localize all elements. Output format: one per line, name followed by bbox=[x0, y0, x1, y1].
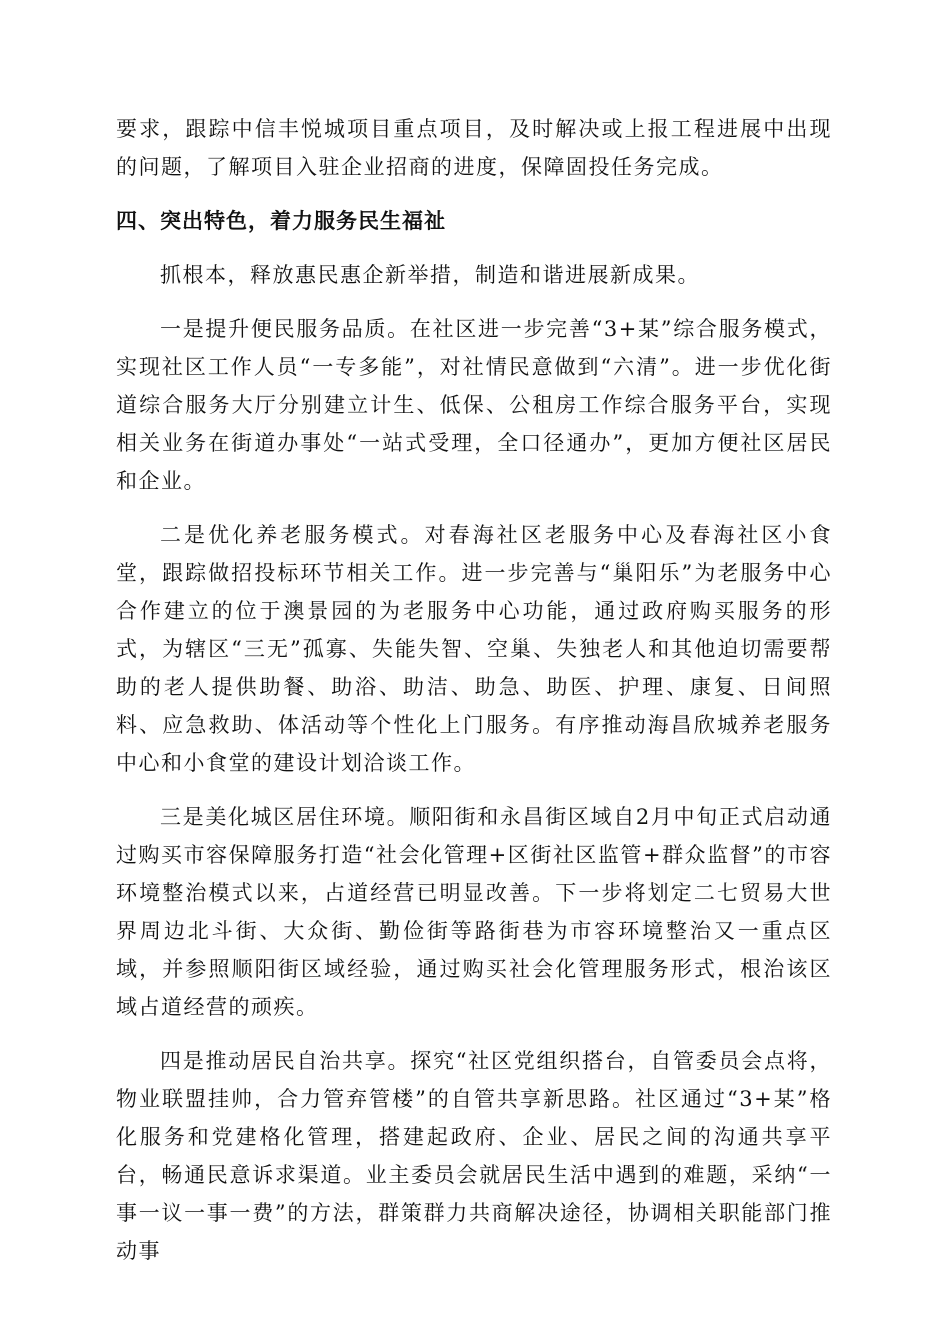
paragraph-item-3: 三是美化城区居住环境。顺阳街和永昌街区域自2月中旬正式启动通过购买市容保障服务打造“社会化管理+区街社区监管+群众监督”的市容环境整治模式以来，占道经营已明显改善。下一步将划定二七贸易大世界周边北斗街、大众街、勤俭街等路街巷为市容环境整治又一重点区域，并参照顺阳街区域经验，通过购买社会化管理服务形式，根治该区域占道经营的顽疾。 bbox=[116, 805, 832, 1019]
document-body bbox=[116, 110, 832, 1286]
paragraph-item-1: 一是提升便民服务品质。在社区进一步完善“3+某”综合服务模式，实现社区工作人员“一专多能”，对社情民意做到“六清”。进一步优化街道综合服务大厅分别建立计生、低保、公租房工作综合服务平台，实现相关业务在街道办事处“一站式受理，全口径通办”，更加方便社区居民和企业。 bbox=[116, 317, 832, 493]
paragraph-item-2: 二是优化养老服务模式。对春海社区老服务中心及春海社区小食堂，跟踪做招投标环节相关工作。进一步完善与“巢阳乐”为老服务中心合作建立的位于澳景园的为老服务中心功能，通过政府购买服务的形式，为辖区“三无”孤寡、失能失智、空巢、失独老人和其他迫切需要帮助的老人提供助餐、助浴、助洁、助急、助医、护理、康复、日间照料、应急救助、体活动等个性化上门服务。有序推动海昌欣城养老服务中心和小食堂的建设计划洽谈工作。 bbox=[116, 523, 832, 775]
paragraph-continuation: 要求，跟踪中信丰悦城项目重点项目，及时解决或上报工程进展中出现的问题，了解项目入驻企业招商的进度，保障固投任务完成。 bbox=[116, 117, 832, 179]
paragraph-intro: 抓根本，释放惠民惠企新举措，制造和谐进展新成果。 bbox=[160, 263, 700, 287]
paragraph-item-4: 四是推动居民自治共享。探究“社区党组织搭台，自管委员会点将，物业联盟挂帅，合力管弃管楼”的自管共享新思路。社区通过“3+某”格化服务和党建格化管理，搭建起政府、企业、居民之间的沟通共享平台，畅通民意诉求渠道。业主委员会就居民生活中遇到的难题，采纳“一事一议一事一费”的方法，群策群力共商解决途径，协调相关职能部门推动事 bbox=[116, 1049, 832, 1263]
section-heading: 四、突出特色，着力服务民生福祉 bbox=[116, 209, 446, 233]
